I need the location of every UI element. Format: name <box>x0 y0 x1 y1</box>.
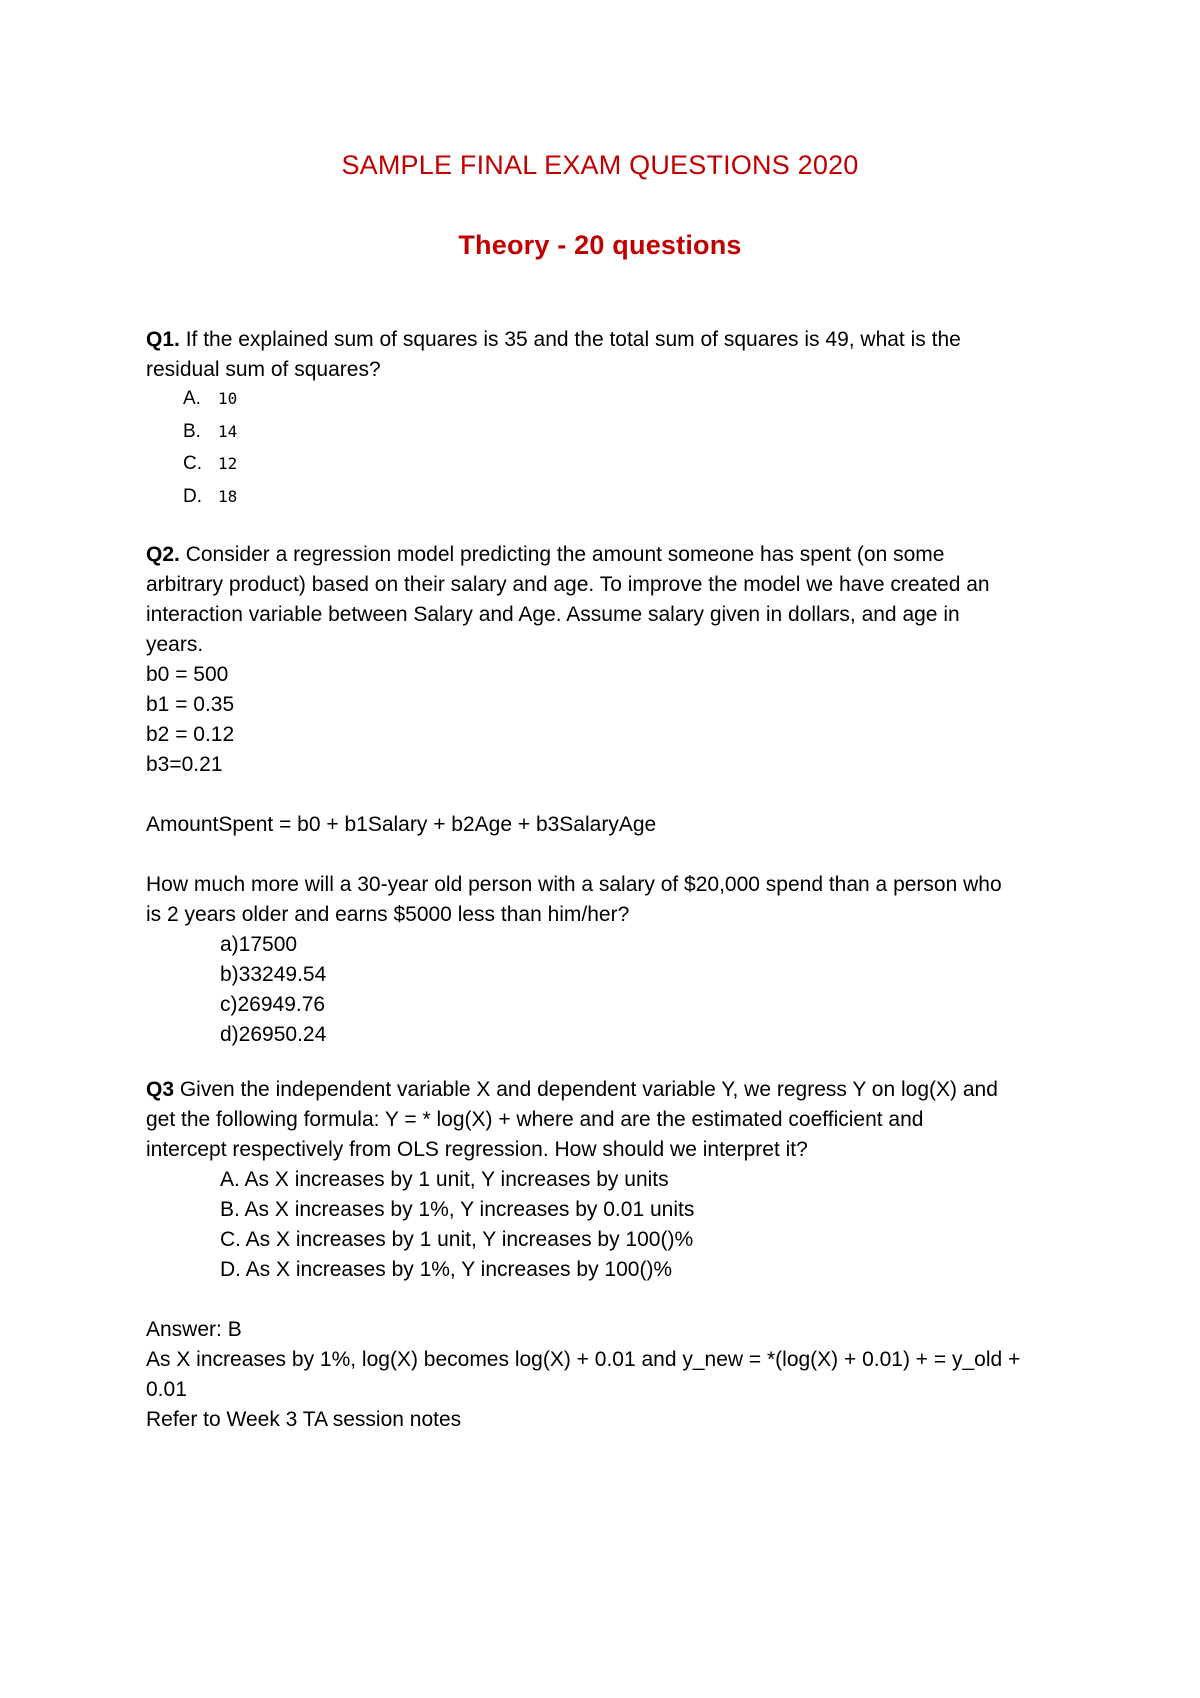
q1-option-d <box>183 481 237 514</box>
q3-option-b: B. As X increases by 1%, Y increases by 0.01 units <box>220 1198 695 1221</box>
q1-text-2: residual sum of squares? <box>146 358 381 381</box>
q3-explanation-1: As X increases by 1%, log(X) becomes log(X) + 0.01 and y_new = *(log(X) + 0.01) + = y_old + <box>146 1348 1021 1371</box>
q2-coef-b0: b0 = 500 <box>146 663 229 686</box>
option-value: 18 <box>218 486 238 506</box>
q1-option-b <box>183 416 237 449</box>
q2-coef-b1: b1 = 0.35 <box>146 693 235 716</box>
q1-option-a <box>183 383 237 416</box>
q3-explanation-2: 0.01 <box>146 1378 187 1401</box>
option-letter: B. <box>183 420 201 442</box>
q2-option-c: c)26949.76 <box>220 993 326 1016</box>
q2-option-a: a)17500 <box>220 933 298 956</box>
q2-line-1 <box>146 540 1066 570</box>
question-2 <box>146 540 1066 780</box>
q2-text-4: years. <box>146 633 204 656</box>
q2-formula: AmountSpent = b0 + b1Salary + b2Age + b3SalaryAge <box>146 813 657 836</box>
q3-reference: Refer to Week 3 TA session notes <box>146 1408 462 1431</box>
q3-number: Q3 <box>146 1078 175 1101</box>
q2-text-1: Consider a regression model predicting the amount someone has spent (on some <box>179 543 945 566</box>
q3-option-d: D. As X increases by 1%, Y increases by 100()% <box>220 1258 673 1281</box>
q1-number: Q1. <box>146 328 180 351</box>
q2-number: Q2. <box>146 543 180 566</box>
q2-options <box>220 930 326 1050</box>
q2-question-line-1: How much more will a 30-year old person with a salary of $20,000 spend than a person who <box>146 873 1002 896</box>
q1-line-1 <box>146 325 1066 355</box>
q3-line-1 <box>146 1075 1066 1105</box>
option-value: 14 <box>218 421 238 441</box>
q1-option-c <box>183 448 237 481</box>
q2-question <box>146 870 1066 930</box>
q2-option-b: b)33249.54 <box>220 963 327 986</box>
question-3 <box>146 1075 1066 1165</box>
q2-coef-b3: b3=0.21 <box>146 753 223 776</box>
q3-answer-section <box>146 1315 1066 1435</box>
q3-answer: Answer: B <box>146 1318 242 1341</box>
question-1 <box>146 325 1066 385</box>
q3-text-3: intercept respectively from OLS regression. How should we interpret it? <box>146 1138 808 1161</box>
q1-options <box>183 383 237 513</box>
q2-text-3: interaction variable between Salary and Age. Assume salary given in dollars, and age in <box>146 603 960 626</box>
option-letter: A. <box>183 388 201 409</box>
q3-options <box>220 1165 694 1285</box>
q2-text-2: arbitrary product) based on their salary and age. To improve the model we have created an <box>146 573 990 596</box>
q3-option-a: A. As X increases by 1 unit, Y increases by units <box>220 1168 669 1191</box>
q3-text-2: get the following formula: Y = * log(X) + where and are the estimated coefficient and <box>146 1108 924 1131</box>
q2-option-d: d)26950.24 <box>220 1023 327 1046</box>
q2-coef-b2: b2 = 0.12 <box>146 723 235 746</box>
document-title: SAMPLE FINAL EXAM QUESTIONS 2020 <box>341 150 859 180</box>
option-letter: C. <box>183 453 202 474</box>
document-subtitle: Theory - 20 questions <box>458 230 742 260</box>
option-value: 10 <box>218 389 238 408</box>
q3-text-1: Given the independent variable X and dependent variable Y, we regress Y on log(X) and <box>174 1078 998 1101</box>
q3-option-c: C. As X increases by 1 unit, Y increases by 100()% <box>220 1228 694 1251</box>
option-letter: D. <box>183 485 202 507</box>
option-value: 12 <box>218 454 238 473</box>
q1-text-1: If the explained sum of squares is 35 and the total sum of squares is 49, what is the <box>179 328 961 351</box>
q2-question-line-2: is 2 years older and earns $5000 less than him/her? <box>146 903 630 926</box>
